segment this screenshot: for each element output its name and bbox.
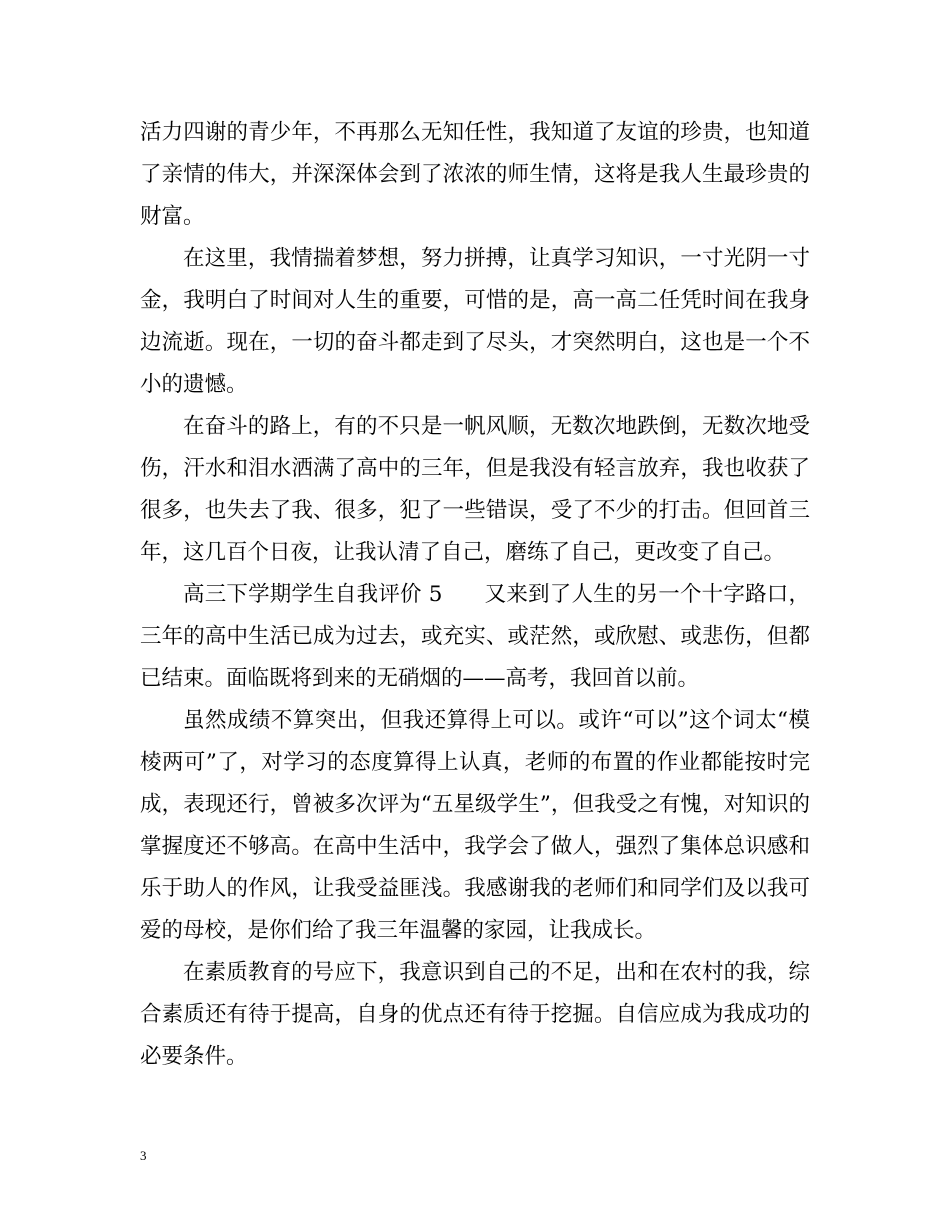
document-body [140,112,810,1078]
paragraph-text: 又来到了人生的另一个十字路口，三年的高中生活已成为过去，或充实、或茫然，或欣慰、或悲伤，但都已结束。面临既将到来的无硝烟的——高考，我回首以前。 [140,582,810,691]
page-number: 3 [140,1148,147,1163]
paragraph: 在奋斗的路上，有的不只是一帆风顺，无数次地跌倒，无数次地受伤，汗水和泪水洒满了高中的三年，但是我没有轻言放弃，我也收获了很多，也失去了我、很多，犯了一些错误，受了不少的打击。但回首三年，这几百个日夜，让我认清了自己，磨练了自己，更改变了自己。 [140,414,810,565]
paragraph: 在这里，我情揣着梦想，努力拼搏，让真学习知识，一寸光阴一寸金，我明白了时间对人生的重要，可惜的是，高一高二任凭时间在我身边流逝。现在，一切的奋斗都走到了尽头，才突然明白，这也是一个不小的遗憾。 [140,246,810,397]
paragraph-with-heading [140,574,810,700]
paragraph: 虽然成绩不算突出，但我还算得上可以。或许“可以”这个词太“模棱两可”了，对学习的态度算得上认真，老师的布置的作业都能按时完成，表现还行，曾被多次评为“五星级学生”，但我受之有愧，对知识的掌握度还不够高。在高中生活中，我学会了做人，强烈了集体总识感和乐于助人的作风，让我受益匪浅。我感谢我的老师们和同学们及以我可爱的母校，是你们给了我三年温馨的家园，让我成长。 [140,708,810,943]
paragraph-continued: 活力四谢的青少年，不再那么无知任性，我知道了友谊的珍贵，也知道了亲情的伟大，并深深体会到了浓浓的师生情，这将是我人生最珍贵的财富。 [140,120,810,229]
section-heading: 高三下学期学生自我评价 5 [183,582,443,607]
paragraph: 在素质教育的号应下，我意识到自己的不足，出和在农村的我，综合素质还有待于提高，自身的优点还有待于挖掘。自信应成为我成功的必要条件。 [140,960,810,1069]
